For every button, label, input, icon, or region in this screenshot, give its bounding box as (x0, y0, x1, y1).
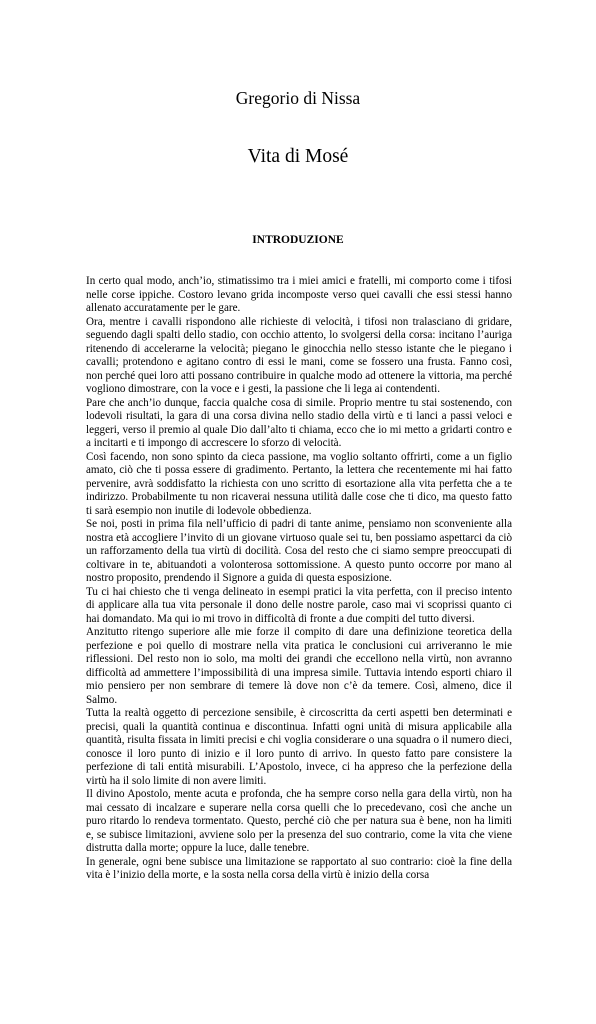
paragraph: Il divino Apostolo, mente acuta e profonda, che ha sempre corso nella gara della virtù, non ha mai cessato di incalzare e superare nella corsa quelli che lo precedevano, così che anche un puro ritardo lo rendeva tormentato. Questo, perché ciò che per natura sua è bene, non ha limiti e, se subisce limitazioni, avviene solo per la presenza del suo contrario, come la vita che viene distrutta dalla morte; oppure la luce, dalle tenebre. (86, 788, 512, 854)
paragraph: Anzitutto ritengo superiore alle mie forze il compito di dare una definizione teoretica della perfezione e poi quello di mostrare nella vita pratica le conclusioni cui arriveranno le mie riflessioni. Del resto non io solo, ma molti dei grandi che eccellono nella virtù, non avranno difficoltà ad ammettere l’impossibilità di una impresa simile. Tuttavia intendo esporti chiaro il mio pensiero per non sembrare di temere là dove non c’è da temere. Così, almeno, dice il Salmo. (86, 626, 512, 706)
paragraph: Pare che anch’io dunque, faccia qualche cosa di simile. Proprio mentre tu stai sostenendo, con lodevoli risultati, la gara di una corsa divina nello stadio della virtù e ti lanci a passi veloci e leggeri, verso il premio al quale Dio dall’alto ti chiama, ecco che io mi metto a gridarti contro e a incitarti e ti impongo di accrescere lo sforzo di velocità. (86, 396, 512, 449)
section-heading: INTRODUZIONE (252, 234, 344, 246)
author-name: Gregorio di Nissa (235, 88, 361, 108)
paragraph: Tu ci hai chiesto che ti venga delineato in esempi pratici la vita perfetta, con il preciso intento di applicare alla tua vita personale il dono delle nostre parole, caso mai vi scoprissi quanto ci hai domandato. Ma qui io mi trovo in difficoltà di fronte a due compiti del tutto diversi. (86, 585, 512, 625)
body-text (86, 275, 512, 883)
paragraph: In certo qual modo, anch’io, stimatissimo tra i miei amici e fratelli, mi comporto come i tifosi nelle corse ippiche. Costoro levano grida incomposte verso quei cavalli che essi stessi hanno allenato accuratamente per le gare. (86, 275, 512, 314)
paragraph: Così facendo, non sono spinto da cieca passione, ma voglio soltanto offrirti, come a un figlio amato, ciò che ti possa essere di gradimento. Pertanto, la lettera che recentemente mi hai fatto pervenire, avrà soddisfatto la richiesta con uno scritto di esortazione alla vita perfetta che a te indirizzo. Probabilmente tu non ricaverai nessuna utilità dalle cose che ti dico, ma questo fatto ti sarà esempio non inutile di lodevole obbedienza. (86, 450, 512, 517)
work-title: Vita di Mosé (247, 146, 349, 167)
paragraph: In generale, ogni bene subisce una limitazione se rapportato al suo contrario: cioè la fine della vita è l’inizio della morte, e la sosta nella corsa della virtù è inizio della corsa (86, 855, 512, 881)
paragraph: Tutta la realtà oggetto di percezione sensibile, è circoscritta da certi aspetti ben determinati e precisi, quali la quantità continua e discontinua. Infatti ogni unità di misura applicabile alla quantità, risulta fissata in limiti precisi e chi voglia considerare o una squadra o il numero dieci, conosce il loro punto di inizio e il loro punto di arrivo. In questo fatto pare consistere la perfezione di tali entità misurabili. L’Apostolo, invece, ci ha appreso che la perfezione della virtù ha il solo limite di non avere limiti. (86, 707, 512, 787)
paragraph: Ora, mentre i cavalli rispondono alle richieste di velocità, i tifosi non tralasciano di gridare, seguendo dagli spalti dello stadio, con occhio attento, lo svolgersi della corsa: incitano l’auriga ritenendo di accelerarne la velocità; piegano le ginocchia nello stesso istante che le piegano i cavalli; protendono e agitano contro di essi le mani, come se fossero una frusta. Fanno così, non perché quei loro atti possano contribuire in qualche modo ad ottenere la vittoria, ma perché vogliono dimostrare, con la voce e i gesti, la passione che li lega ai contendenti. (86, 315, 512, 395)
paragraph: Se noi, posti in prima fila nell’ufficio di padri di tante anime, pensiamo non sconveniente alla nostra età accogliere l’invito di un giovane virtuoso quale sei tu, ben possiamo aspettarci da ciò un rafforzamento della tua virtù di docilità. Cosa del resto che ci siamo sempre preoccupati di coltivare in te, abituandoti a volonterosa sottomissione. A questo punto occorre por mano al nostro proposito, prendendo il Signore a guida di questa esposizione. (86, 518, 512, 584)
